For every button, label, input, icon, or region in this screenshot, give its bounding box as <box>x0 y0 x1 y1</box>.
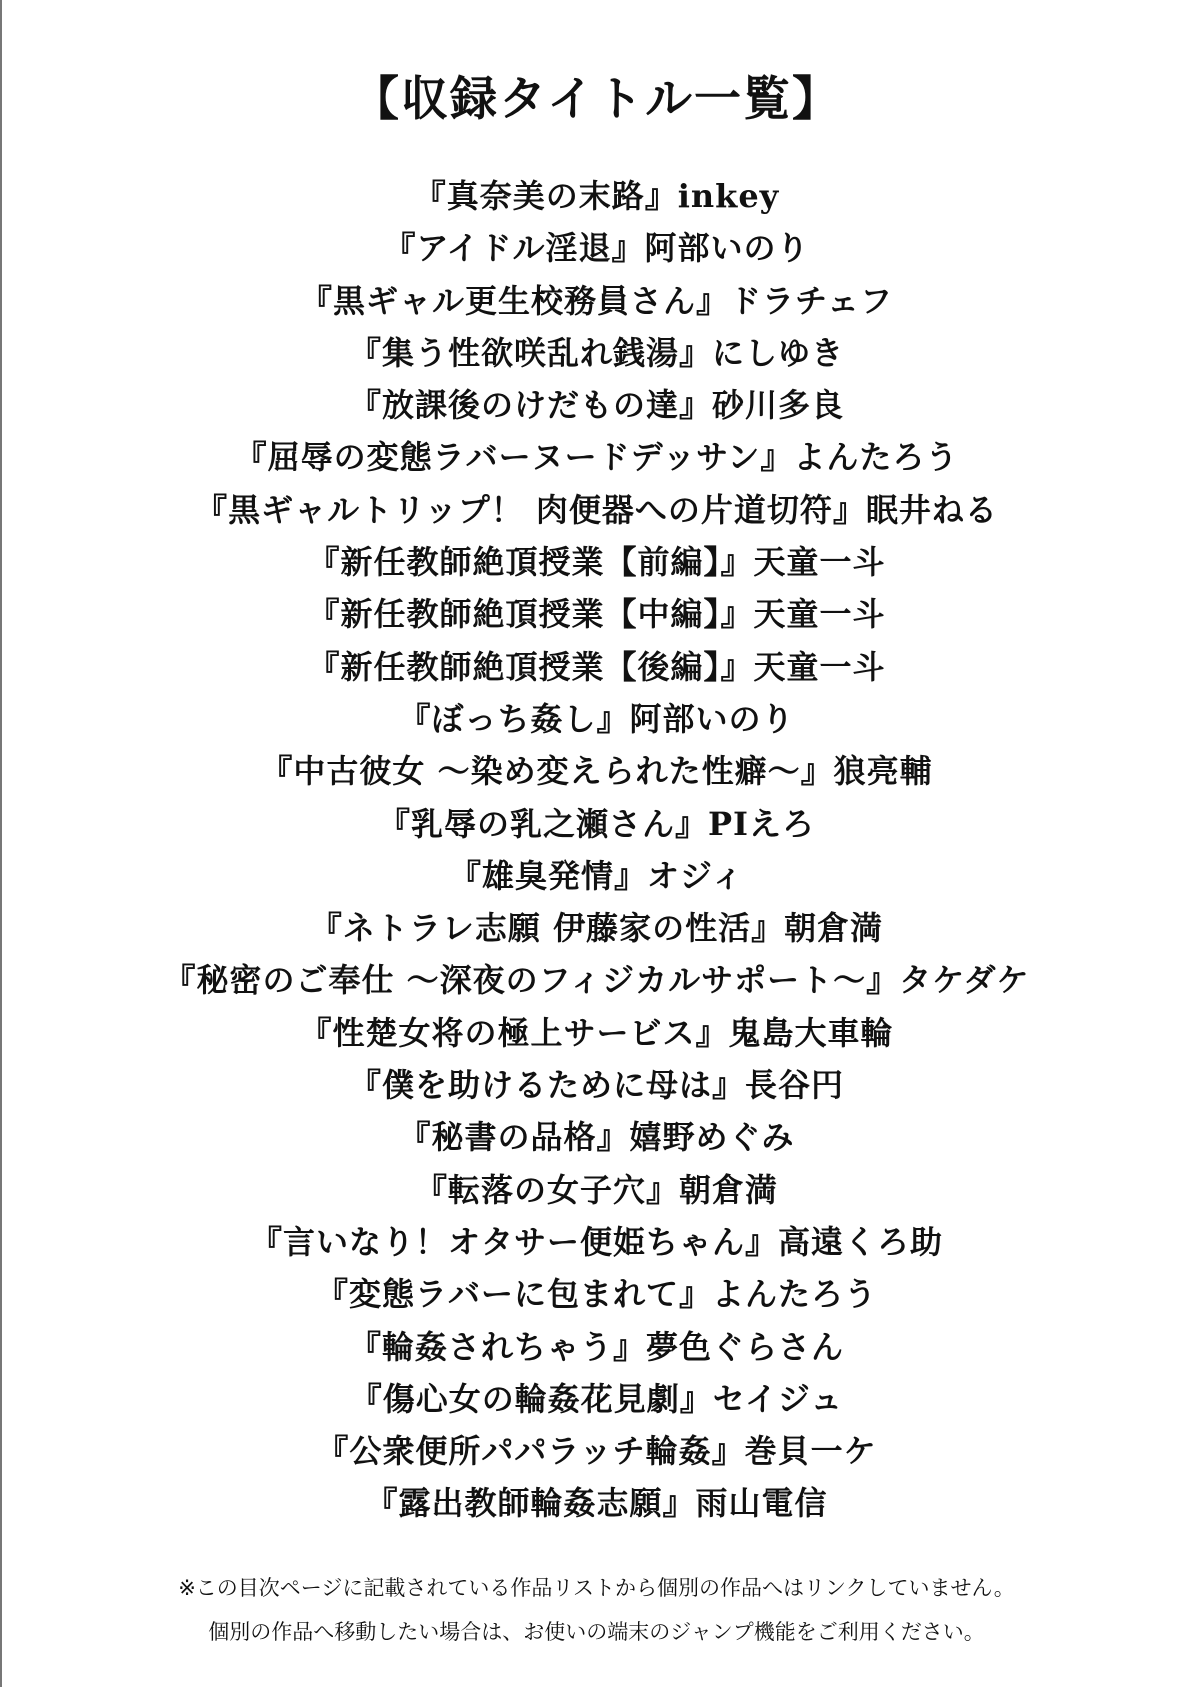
list-item: 『秘密のご奉仕 ～深夜のフィジカルサポート～』タケダケ <box>163 961 1030 1000</box>
list-item: 『転落の女子穴』朝倉満 <box>414 1170 778 1209</box>
footnote-jump-function: 個別の作品へ移動したい場合は、お使いの端末のジャンプ機能をご利用ください。 <box>208 1620 985 1644</box>
list-item: 『黒ギャル更生校務員さん』ドラチェフ <box>299 281 894 320</box>
list-item: 『新任教師絶頂授業【前編】』天童一斗 <box>307 543 886 582</box>
list-item: 『放課後のけだもの達』砂川多良 <box>348 386 844 425</box>
list-item: 『輪姦されちゃう』夢色ぐらさん <box>348 1327 844 1366</box>
list-item: 『ネトラレ志願 伊藤家の性活』朝倉満 <box>309 909 884 948</box>
list-item: 『公衆便所パパラッチ輪姦』巻貝一ケ <box>316 1432 877 1471</box>
list-item: 『新任教師絶頂授業【中編】』天童一斗 <box>307 595 886 634</box>
list-item: 『黒ギャルトリップ！ 肉便器への片道切符』眠井ねる <box>195 490 998 529</box>
footnote-no-links: ※この目次ページに記載されている作品リストから個別の作品へはリンクしていません。 <box>178 1576 1015 1600</box>
title-list <box>2 170 1189 1530</box>
list-item: 『屈辱の変態ラバーヌードデッサン』よんたろう <box>234 438 959 477</box>
list-item: 『変態ラバーに包まれて』よんたろう <box>315 1275 877 1314</box>
list-item: 『言いなり！オタサー便姫ちゃん』高遠くろ助 <box>249 1222 943 1261</box>
list-item: 『秘書の品格』嬉野めぐみ <box>398 1118 795 1157</box>
list-item: 『露出教師輪姦志願』雨山電信 <box>365 1484 828 1523</box>
list-item: 『新任教師絶頂授業【後編】』天童一斗 <box>307 647 886 686</box>
list-item: 『アイドル淫退』阿部いのり <box>383 229 810 268</box>
list-item: 『真奈美の末路』inkey <box>413 177 780 215</box>
list-item: 『雄臭発情』オジィ <box>448 856 745 895</box>
list-item: 『ぼっち姦し』阿部いのり <box>398 699 795 738</box>
list-item: 『中古彼女 ～染め変えられた性癖～』狼亮輔 <box>260 752 933 791</box>
list-item: 『乳辱の乳之瀬さん』PIえろ <box>377 804 816 843</box>
list-item: 『性楚女将の極上サービス』鬼島大車輪 <box>299 1013 894 1052</box>
list-item: 『集う性欲咲乱れ銭湯』にしゆき <box>348 333 844 372</box>
list-item: 『僕を助けるために母は』長谷円 <box>348 1066 844 1105</box>
list-item: 『傷心女の輪姦花見劇』セイジュ <box>349 1379 844 1418</box>
page-title: 【収録タイトル一覧】 <box>351 72 842 127</box>
